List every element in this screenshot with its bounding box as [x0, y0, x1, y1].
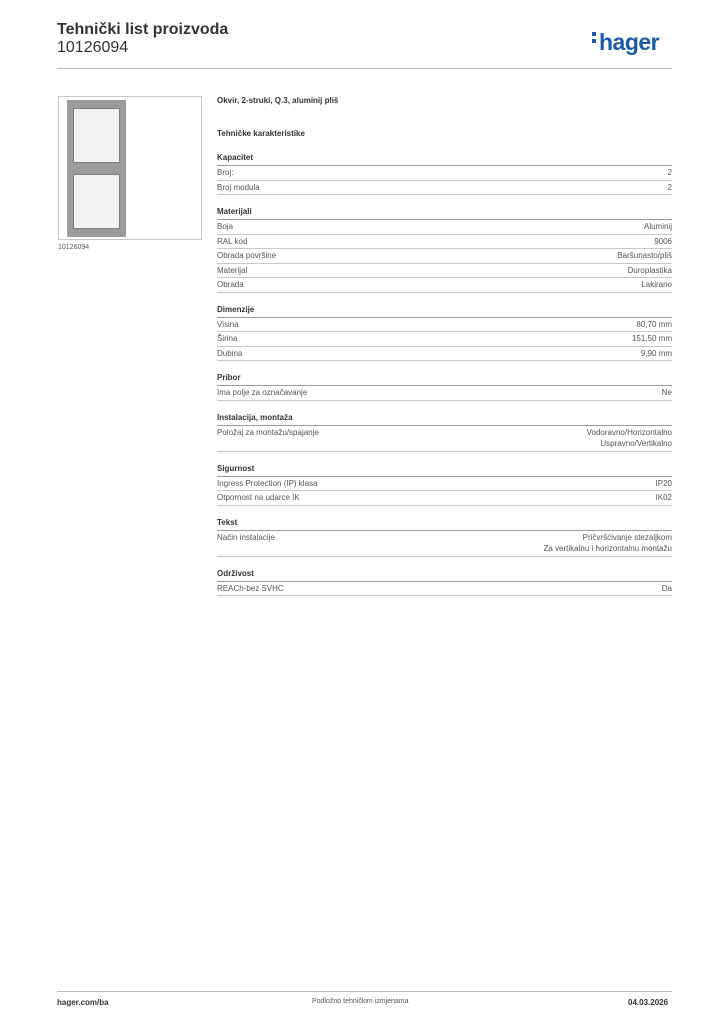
spec-label: Broj: [217, 168, 234, 177]
spec-value [668, 167, 672, 179]
logo-text: hager [599, 29, 660, 55]
footer-website: hager.com/ba [57, 998, 109, 1007]
spec-row [217, 386, 672, 401]
frame-graphic [67, 100, 126, 237]
spec-section [217, 207, 672, 293]
spec-value-line: Da [661, 583, 672, 593]
spec-value [662, 387, 672, 399]
spec-value [636, 319, 672, 331]
spec-value-line: Uspravno/Vertikalno [600, 439, 672, 448]
spec-row [217, 264, 672, 279]
spec-value-line: Duroplastika [627, 265, 672, 275]
spec-sections [217, 153, 672, 596]
spec-label: Broj modula [217, 182, 260, 192]
section-heading: Instalacija, montaža [217, 413, 672, 426]
spec-row [217, 318, 672, 333]
product-name: Okvir, 2-struki, Q.3, aluminij pliš [217, 96, 339, 105]
spec-row [217, 347, 672, 362]
spec-label: Visina [217, 319, 239, 329]
spec-value [662, 583, 672, 595]
spec-section [217, 464, 672, 506]
spec-value-line: 2 [667, 168, 672, 177]
image-caption: 10126094 [58, 244, 90, 251]
section-heading: Pribor [217, 373, 672, 386]
hager-logo [592, 29, 659, 56]
header-divider [57, 68, 672, 69]
spec-row [217, 491, 672, 506]
spec-row [217, 220, 672, 235]
spec-value [641, 348, 672, 360]
page-title: Tehnički list proizvoda [57, 21, 229, 38]
spec-value [617, 250, 672, 262]
spec-value-line: Baršunasto/pliš [617, 251, 672, 260]
spec-row [217, 249, 672, 264]
spec-section [217, 518, 672, 557]
spec-value-line: 2 [667, 182, 672, 192]
spec-value-line: 151,50 mm [631, 334, 672, 343]
spec-value-line: Pričvršćivanje stezaljkom [582, 532, 672, 542]
spec-value [668, 182, 672, 194]
spec-value [628, 265, 672, 277]
spec-row [217, 426, 672, 452]
section-heading: Tekst [217, 518, 672, 531]
spec-value-line: 9,90 mm [640, 348, 672, 358]
spec-value-line: Za vertikalnu i horizontalnu montažu [543, 544, 672, 553]
spec-value-line: IP20 [655, 478, 672, 488]
spec-value [587, 427, 672, 450]
spec-label: Ingress Protection (IP) klasa [217, 478, 318, 488]
section-heading: Kapacitet [217, 153, 672, 166]
spec-value [632, 333, 672, 345]
tech-characteristics-title: Tehničke karakteristike [217, 129, 305, 138]
product-code: 10126094 [57, 39, 129, 56]
spec-section [217, 569, 672, 597]
spec-label: Dubina [217, 348, 243, 358]
spec-label: REACh-bez SVHC [217, 583, 284, 593]
spec-section [217, 413, 672, 452]
spec-value-line: IK02 [655, 493, 672, 502]
footer-date: 04.03.2026 [628, 998, 669, 1007]
spec-row [217, 235, 672, 250]
spec-value-line: Ne [661, 388, 672, 397]
spec-value [644, 221, 672, 233]
spec-value-line: 9006 [654, 236, 672, 246]
spec-row [217, 531, 672, 557]
spec-label: RAL kod [217, 236, 248, 246]
spec-label: Širina [217, 334, 238, 343]
spec-section [217, 153, 672, 195]
spec-row [217, 278, 672, 293]
spec-value-line: 80,70 mm [636, 319, 672, 329]
section-heading: Dimenzije [217, 305, 672, 318]
footer-notice: Podložno tehničkim izmjenama [312, 998, 409, 1005]
spec-row [217, 166, 672, 181]
spec-label: Način instalacije [217, 532, 275, 542]
footer-divider [57, 991, 672, 992]
spec-value [654, 236, 672, 248]
spec-label: Otpornost na udarce IK [217, 493, 300, 502]
frame-opening-bottom [73, 174, 120, 229]
spec-section [217, 305, 672, 362]
spec-content [217, 96, 672, 596]
spec-label: Ima polje za označavanje [217, 388, 308, 397]
section-heading: Održivost [217, 569, 672, 582]
spec-row [217, 332, 672, 347]
product-image [58, 96, 202, 240]
spec-value-line: Aluminij [643, 222, 672, 231]
spec-value [641, 279, 672, 291]
section-heading: Sigurnost [217, 464, 672, 477]
spec-label: Obrada [217, 280, 244, 289]
spec-value-line: Vodoravno/Horizontalno [586, 427, 672, 437]
logo-dots-icon [592, 32, 597, 46]
spec-value-line: Lakirano [641, 280, 672, 289]
spec-value [656, 478, 672, 490]
spec-row [217, 582, 672, 597]
spec-label: Materijal [217, 265, 248, 275]
frame-opening-top [73, 108, 120, 163]
spec-label: Boja [217, 222, 234, 231]
section-heading: Materijali [217, 207, 672, 220]
spec-row [217, 477, 672, 492]
spec-row [217, 181, 672, 196]
spec-label: Položaj za montažu/spajanje [217, 427, 319, 437]
spec-label: Obrada površine [217, 251, 277, 260]
spec-section [217, 373, 672, 401]
spec-value [656, 492, 672, 504]
spec-value [543, 532, 672, 555]
